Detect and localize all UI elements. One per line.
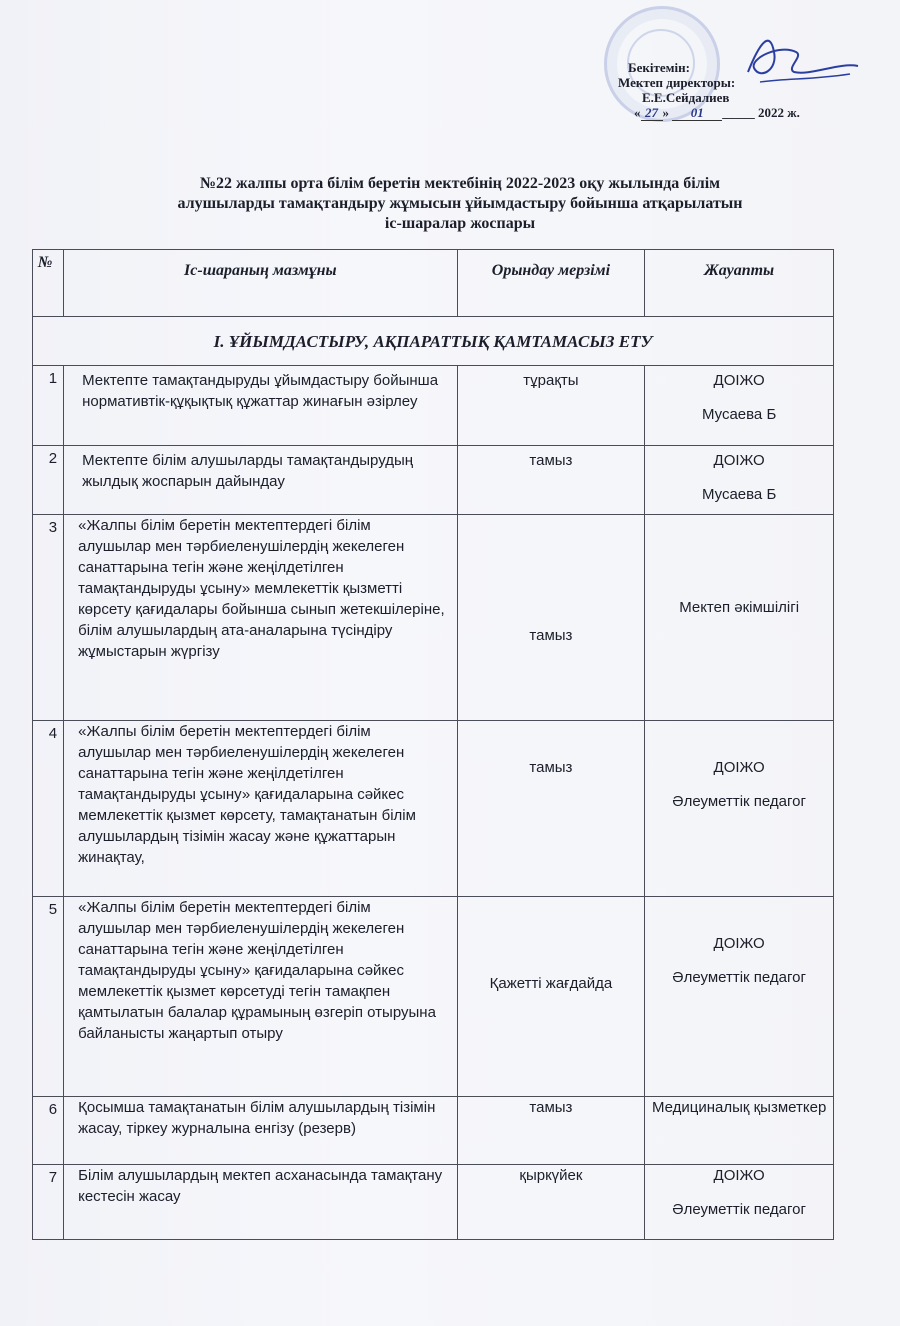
row-content: Мектепте білім алушыларды тамақтандырудың жылдық жоспарын дайындау bbox=[64, 446, 457, 515]
row-responsible bbox=[645, 1097, 834, 1165]
responsible-line-2: Әлеуметтік педагог bbox=[672, 1201, 806, 1218]
header-content: Іс-шараның мазмұны bbox=[64, 250, 457, 317]
responsible-line-1: ДОІЖО bbox=[713, 759, 765, 776]
row-number: 5 bbox=[33, 897, 64, 1097]
header-term: Орындау мерзімі bbox=[457, 250, 645, 317]
responsible-line-1: Мектеп әкімшілігі bbox=[679, 599, 800, 616]
row-content: Қосымша тамақтанатын білім алушылардың тізімін жасау, тіркеу журналына енгізу (резерв) bbox=[64, 1097, 457, 1165]
table-row bbox=[33, 515, 834, 721]
row-responsible bbox=[645, 446, 834, 515]
approval-month: 01 bbox=[672, 105, 722, 121]
approval-director-name: Е.Е.Сейдалиев bbox=[642, 90, 730, 105]
responsible-line-1: Медициналық қызметкер bbox=[651, 1099, 827, 1116]
table-row bbox=[33, 897, 834, 1097]
row-content: Білім алушылардың мектеп асханасында тамақтану кестесін жасау bbox=[64, 1165, 457, 1240]
responsible-line-1: ДОІЖО bbox=[713, 1167, 765, 1184]
row-number: 6 bbox=[33, 1097, 64, 1165]
approval-position: Мектеп директоры: bbox=[618, 75, 736, 90]
row-number: 4 bbox=[33, 721, 64, 897]
plan-table bbox=[32, 249, 834, 1240]
title-line-2: алушыларды тамақтандыру жұмысын ұйымдастыру бойынша атқарылатын bbox=[177, 195, 743, 212]
row-number: 7 bbox=[33, 1165, 64, 1240]
responsible-line-1: ДОІЖО bbox=[713, 372, 765, 389]
table-header-row bbox=[33, 250, 834, 317]
row-content: «Жалпы білім беретін мектептердегі білім алушылар мен тәрбиеленушілердің жекелеген санаттарына тегін және жеңілдетілген тамақтандыруды ұсыну» қағидаларына сәйкес мемлекеттік қызмет көрсету, тамақтанатын білім алушылардың тізімін жасау және құжаттарын жинақтау, bbox=[64, 721, 457, 897]
row-term: тамыз bbox=[457, 515, 645, 721]
row-number: 1 bbox=[33, 366, 64, 446]
row-term: тамыз bbox=[457, 446, 645, 515]
table-row bbox=[33, 1097, 834, 1165]
responsible-line-2: Мусаева Б bbox=[701, 406, 777, 423]
title-line-1: №22 жалпы орта білім беретін мектебінің 2022-2023 оқу жылында білім bbox=[199, 175, 721, 192]
title-line-3: іс-шаралар жоспары bbox=[384, 215, 536, 232]
approval-block bbox=[618, 60, 838, 121]
responsible-line-1: ДОІЖО bbox=[713, 452, 765, 469]
row-term: тамыз bbox=[457, 1097, 645, 1165]
responsible-line-2: Әлеуметтік педагог bbox=[672, 969, 806, 986]
row-responsible bbox=[645, 721, 834, 897]
row-term: тамыз bbox=[457, 721, 645, 897]
header-number: № bbox=[33, 250, 64, 317]
header-responsible: Жауапты bbox=[645, 250, 834, 317]
row-term: тұрақты bbox=[457, 366, 645, 446]
row-term: Қажетті жағдайда bbox=[457, 897, 645, 1097]
approval-heading: Бекітемін: bbox=[628, 60, 690, 75]
row-term: қыркүйек bbox=[457, 1165, 645, 1240]
document-title bbox=[100, 174, 820, 234]
section-row bbox=[33, 317, 834, 366]
table-row bbox=[33, 1165, 834, 1240]
approval-year: 2022 ж. bbox=[758, 105, 800, 120]
table-row bbox=[33, 721, 834, 897]
approval-date: « 27 » 01 _____ 2022 ж. bbox=[634, 105, 800, 120]
row-content: Мектепте тамақтандыруды ұйымдастыру бойынша нормативтік-құқықтық құжаттар жинағын әзірлеу bbox=[64, 366, 457, 446]
row-number: 3 bbox=[33, 515, 64, 721]
responsible-line-1: ДОІЖО bbox=[713, 935, 765, 952]
row-responsible bbox=[645, 1165, 834, 1240]
approval-day: 27 bbox=[641, 105, 663, 121]
table-row bbox=[33, 446, 834, 515]
row-responsible bbox=[645, 515, 834, 721]
table-row bbox=[33, 366, 834, 446]
row-content: «Жалпы білім беретін мектептердегі білім алушылар мен тәрбиеленушілердің жекелеген санаттарына тегін және жеңілдетілген тамақтандыруды ұсыну» мемлекеттік қызметті көрсету қағидалары бойынша сынып жетекшілеріне, білім алушылардың ата-аналарына түсіндіру жұмыстарын жүргізу bbox=[64, 515, 457, 721]
row-content: «Жалпы білім беретін мектептердегі білім алушылар мен тәрбиеленушілердің жекелеген санаттарына тегін және жеңілдетілген тамақтандыруды ұсыну» қағидаларына сәйкес мемлекеттік қызмет көрсетуді тегін тамақпен қамтылатын балалар құрамының өзгеріп отыруына байланысты жаңартып отыру bbox=[64, 897, 457, 1097]
row-responsible bbox=[645, 897, 834, 1097]
responsible-line-2: Әлеуметтік педагог bbox=[672, 793, 806, 810]
row-number: 2 bbox=[33, 446, 64, 515]
row-responsible bbox=[645, 366, 834, 446]
section-title: І. ҰЙЫМДАСТЫРУ, АҚПАРАТТЫҚ ҚАМТАМАСЫЗ ЕТУ bbox=[33, 317, 834, 366]
responsible-line-2: Мусаева Б bbox=[701, 486, 777, 503]
